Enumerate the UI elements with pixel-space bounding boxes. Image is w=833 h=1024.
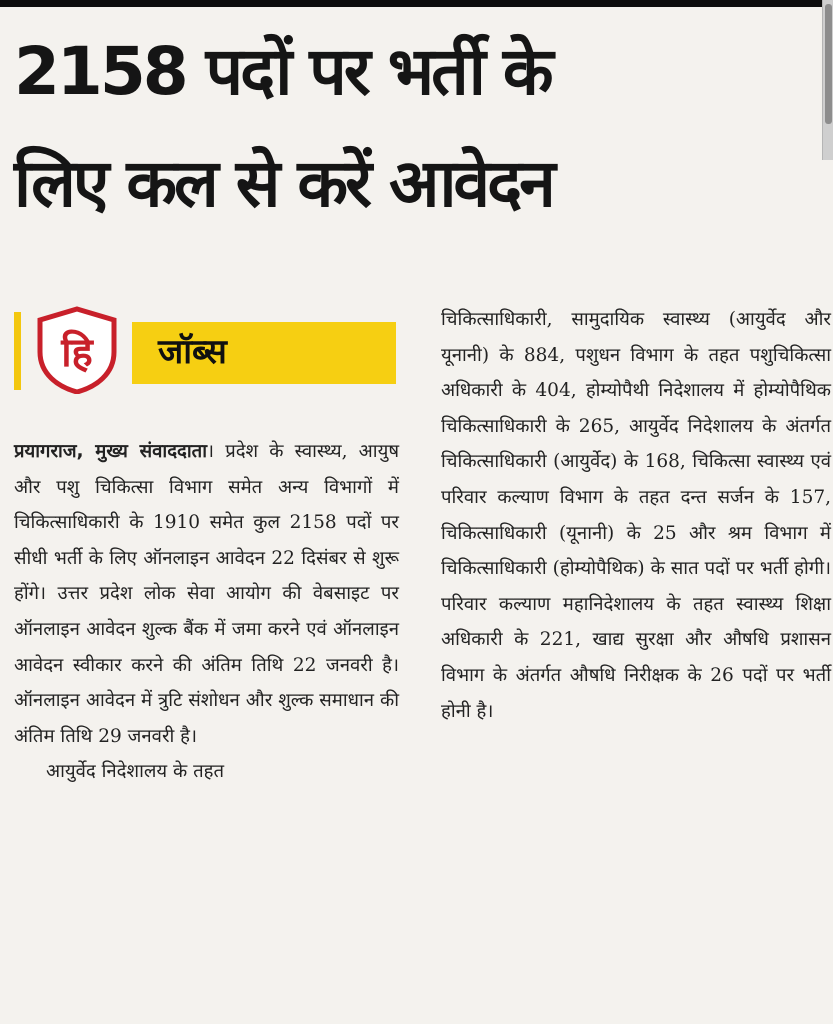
headline-line-2: लिए कल से करें आवेदन [14, 145, 553, 222]
article-column-right [441, 302, 831, 729]
article-column-left [14, 434, 399, 790]
scrollbar[interactable] [822, 0, 833, 160]
hindustan-logo-icon [36, 306, 118, 394]
paragraph-2-continued: चिकित्साधिकारी, सामुदायिक स्वास्थ्य (आयुर्वेद और यूनानी) के 884, पशुधन विभाग के तहत पशुचिकित्सा अधिकारी के 404, होम्योपैथी निदेशालय में होम्योपैथिक चिकित्साधिकारी के 265, आयुर्वेद निदेशालय के अंतर्गत चिकित्साधिकारी (आयुर्वेद) के 168, चिकित्सा स्वास्थ्य एवं परिवार कल्याण विभाग के तहत दन्त सर्जन के 157, चिकित्साधिकारी (यूनानी) के 25 और श्रम विभाग में चिकित्साधिकारी (होम्योपैथिक) के सात पदों पर भर्ती होगी। परिवार कल्याण महानिदेशालय के तहत स्वास्थ्य शिक्षा अधिकारी के 221, खाद्य सुरक्षा और औषधि प्रशासन विभाग के अंतर्गत औषधि निरीक्षक के 26 पदों पर भर्ती होनी है। [441, 309, 831, 722]
top-border [0, 0, 833, 7]
dateline: प्रयागराज, मुख्य संवाददाता [14, 441, 208, 462]
headline-line-1: 2158 पदों पर भर्ती के [14, 33, 551, 110]
logo-text: हि [61, 330, 93, 376]
section-label: जॉब्स [158, 332, 227, 372]
paragraph-2-start: आयुर्वेद निदेशालय के तहत [46, 761, 225, 783]
paragraph-1-body: । प्रदेश के स्वास्थ्य, आयुष और पशु चिकित्सा विभाग समेत अन्य विभागों में चिकित्साधिकारी के 1910 समेत कुल 2158 पदों पर सीधी भर्ती के लिए ऑनलाइन आवेदन 22 दिसंबर से शुरू होंगे। उत्तर प्रदेश लोक सेवा आयोग की वेबसाइट पर ऑनलाइन आवेदन शुल्क बैंक में जमा करने एवं ऑनलाइन आवेदन स्वीकार करने की अंतिम तिथि 22 जनवरी है। ऑनलाइन आवेदन में त्रुटि संशोधन और शुल्क समाधान की अंतिम तिथि 29 जनवरी है। [14, 441, 400, 747]
paragraph-1 [14, 434, 399, 754]
jobs-section-banner [14, 306, 396, 392]
headline [14, 16, 814, 240]
scroll-thumb[interactable] [825, 4, 832, 124]
banner-accent-rule [14, 312, 21, 390]
